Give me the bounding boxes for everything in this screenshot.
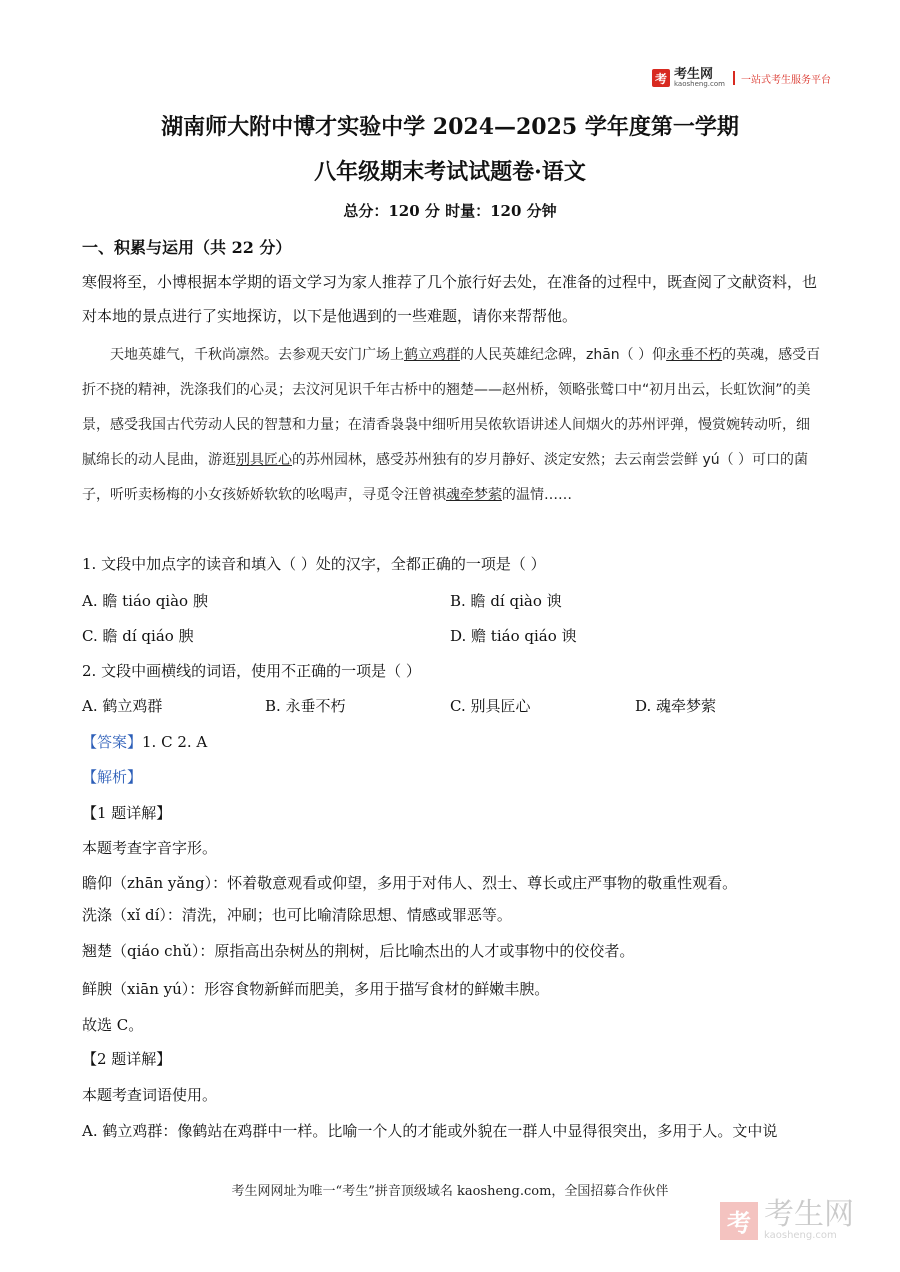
detail-2-intro: 本题考查词语使用。	[82, 1086, 218, 1104]
passage-text: 天地英雄气，千秋尚凛然。去参观天安门广场上	[110, 347, 404, 363]
answer-tag: 【答案】	[82, 733, 143, 751]
detail-2-tag: 【2 题详解】	[82, 1050, 172, 1068]
watermark-text	[758, 1197, 854, 1241]
logo-name: 考生网	[674, 67, 714, 82]
question-2-option-d: D. 魂牵梦萦	[635, 697, 717, 715]
analysis-line-1: 瞻仰（zhān yǎng）：怀着敬意观看或仰望，多用于对伟人、烈士、尊长或庄严事物的敬重性观看。	[82, 874, 738, 892]
question-2-option-c: C. 别具匠心	[450, 697, 531, 715]
analysis-line-3: 翘楚（qiáo chǔ）：原指高出杂树丛的荆树，后比喻杰出的人才或事物中的佼佼者。	[82, 942, 635, 960]
analysis-line-6: A. 鹤立鸡群：像鹤站在鸡群中一样。比喻一个人的才能或外貌在一群人中显得很突出，多用于人。文中说	[82, 1122, 778, 1140]
exam-title-line1: 湖南师大附中博才实验中学 2024—2025 学年度第一学期	[161, 114, 739, 140]
question-1-option-d: D. 赡 tiáo qiáo 谀	[450, 627, 577, 645]
logo-divider	[733, 71, 735, 85]
underlined-idiom-4: 魂牵梦萦	[446, 487, 502, 503]
watermark-logo-icon: 考	[720, 1202, 758, 1240]
exam-title-line2: 八年级期末考试试题卷·语文	[314, 159, 586, 185]
detail-1-intro: 本题考查字音字形。	[82, 839, 218, 857]
logo-text	[674, 68, 725, 88]
logo-slogan: 一站式考生服务平台	[740, 74, 831, 86]
detail-1-tag: 【1 题详解】	[82, 804, 172, 822]
exam-score-time: 总分：120 分 时量：120 分钟	[343, 202, 557, 220]
watermark	[720, 1197, 854, 1241]
logo-url: kaosheng.com	[674, 80, 725, 88]
watermark-name: 考生网	[764, 1197, 854, 1232]
analysis-line-2: 洗涤（xǐ dí）：清洗，冲刷；也可比喻清除思想、情感或罪恶等。	[82, 906, 512, 924]
analysis-tag: 【解析】	[82, 768, 143, 786]
section-intro: 寒假将至，小博根据本学期的语文学习为家人推荐了几个旅行好去处，在准备的过程中，既查阅了文献资料，也对本地的景点进行了实地探访，以下是他遇到的一些难题，请你来帮帮他。	[82, 273, 818, 325]
underlined-idiom-3: 别具匠心	[236, 452, 292, 468]
question-2-option-b: B. 永垂不朽	[265, 697, 346, 715]
watermark-url: kaosheng.com	[764, 1230, 837, 1241]
answer-line	[82, 731, 207, 752]
reading-passage	[82, 338, 822, 513]
passage-text: 的英魂，感受百折不挠的精神，洗涤我们的心灵；去汶河见识千年古桥中的翘楚——赵州桥，领略张鹫口中“初月出云，长虹饮涧”的美景，感受我国古代劳动人民的智慧和力量；在清香袅袅中细听用吴侬软语讲述人间烟火的苏州评弹，慢赏婉转动听，细腻绵长的动人昆曲，游逛	[82, 347, 821, 468]
question-2-option-a: A. 鹤立鸡群	[82, 697, 163, 715]
header-logo	[652, 68, 831, 88]
page-footer: 考生网网址为唯一“考生”拼音顶级域名 kaosheng.com，全国招募合作伙伴	[231, 1184, 669, 1199]
question-1-stem: 1. 文段中加点字的读音和填入（ ）处的汉字，全都正确的一项是（ ）	[82, 555, 546, 573]
question-1-option-b: B. 瞻 dí qiào 谀	[450, 592, 562, 610]
passage-text: 的温情……	[502, 487, 572, 503]
passage-text: 的苏州园林，感受苏州独有的岁月静好、淡定安然；去云南尝尝鲜 yú（ ）可口的菌子，听听卖杨梅的小女孩娇娇软软的吆喝声，寻觅令汪曾祺	[82, 452, 809, 503]
question-1-option-c: C. 瞻 dí qiáo 腴	[82, 627, 194, 645]
answer-text: 1. C 2. A	[142, 733, 208, 751]
logo-mark-icon: 考	[652, 69, 670, 87]
question-1-option-a: A. 瞻 tiáo qiào 腴	[82, 592, 208, 610]
analysis-line-5: 故选 C。	[82, 1016, 144, 1034]
question-2-stem: 2. 文段中画横线的词语，使用不正确的一项是（ ）	[82, 662, 421, 680]
underlined-idiom-2: 永垂不朽	[666, 347, 723, 363]
passage-text: 的人民英雄纪念碑，zhān（ ）仰	[460, 347, 667, 363]
section-heading: 一、积累与运用（共 22 分）	[82, 238, 292, 257]
analysis-line-4: 鲜腴（xiān yú）：形容食物新鲜而肥美，多用于描写食材的鲜嫩丰腴。	[82, 980, 550, 998]
underlined-idiom-1: 鹤立鸡群	[404, 347, 460, 363]
